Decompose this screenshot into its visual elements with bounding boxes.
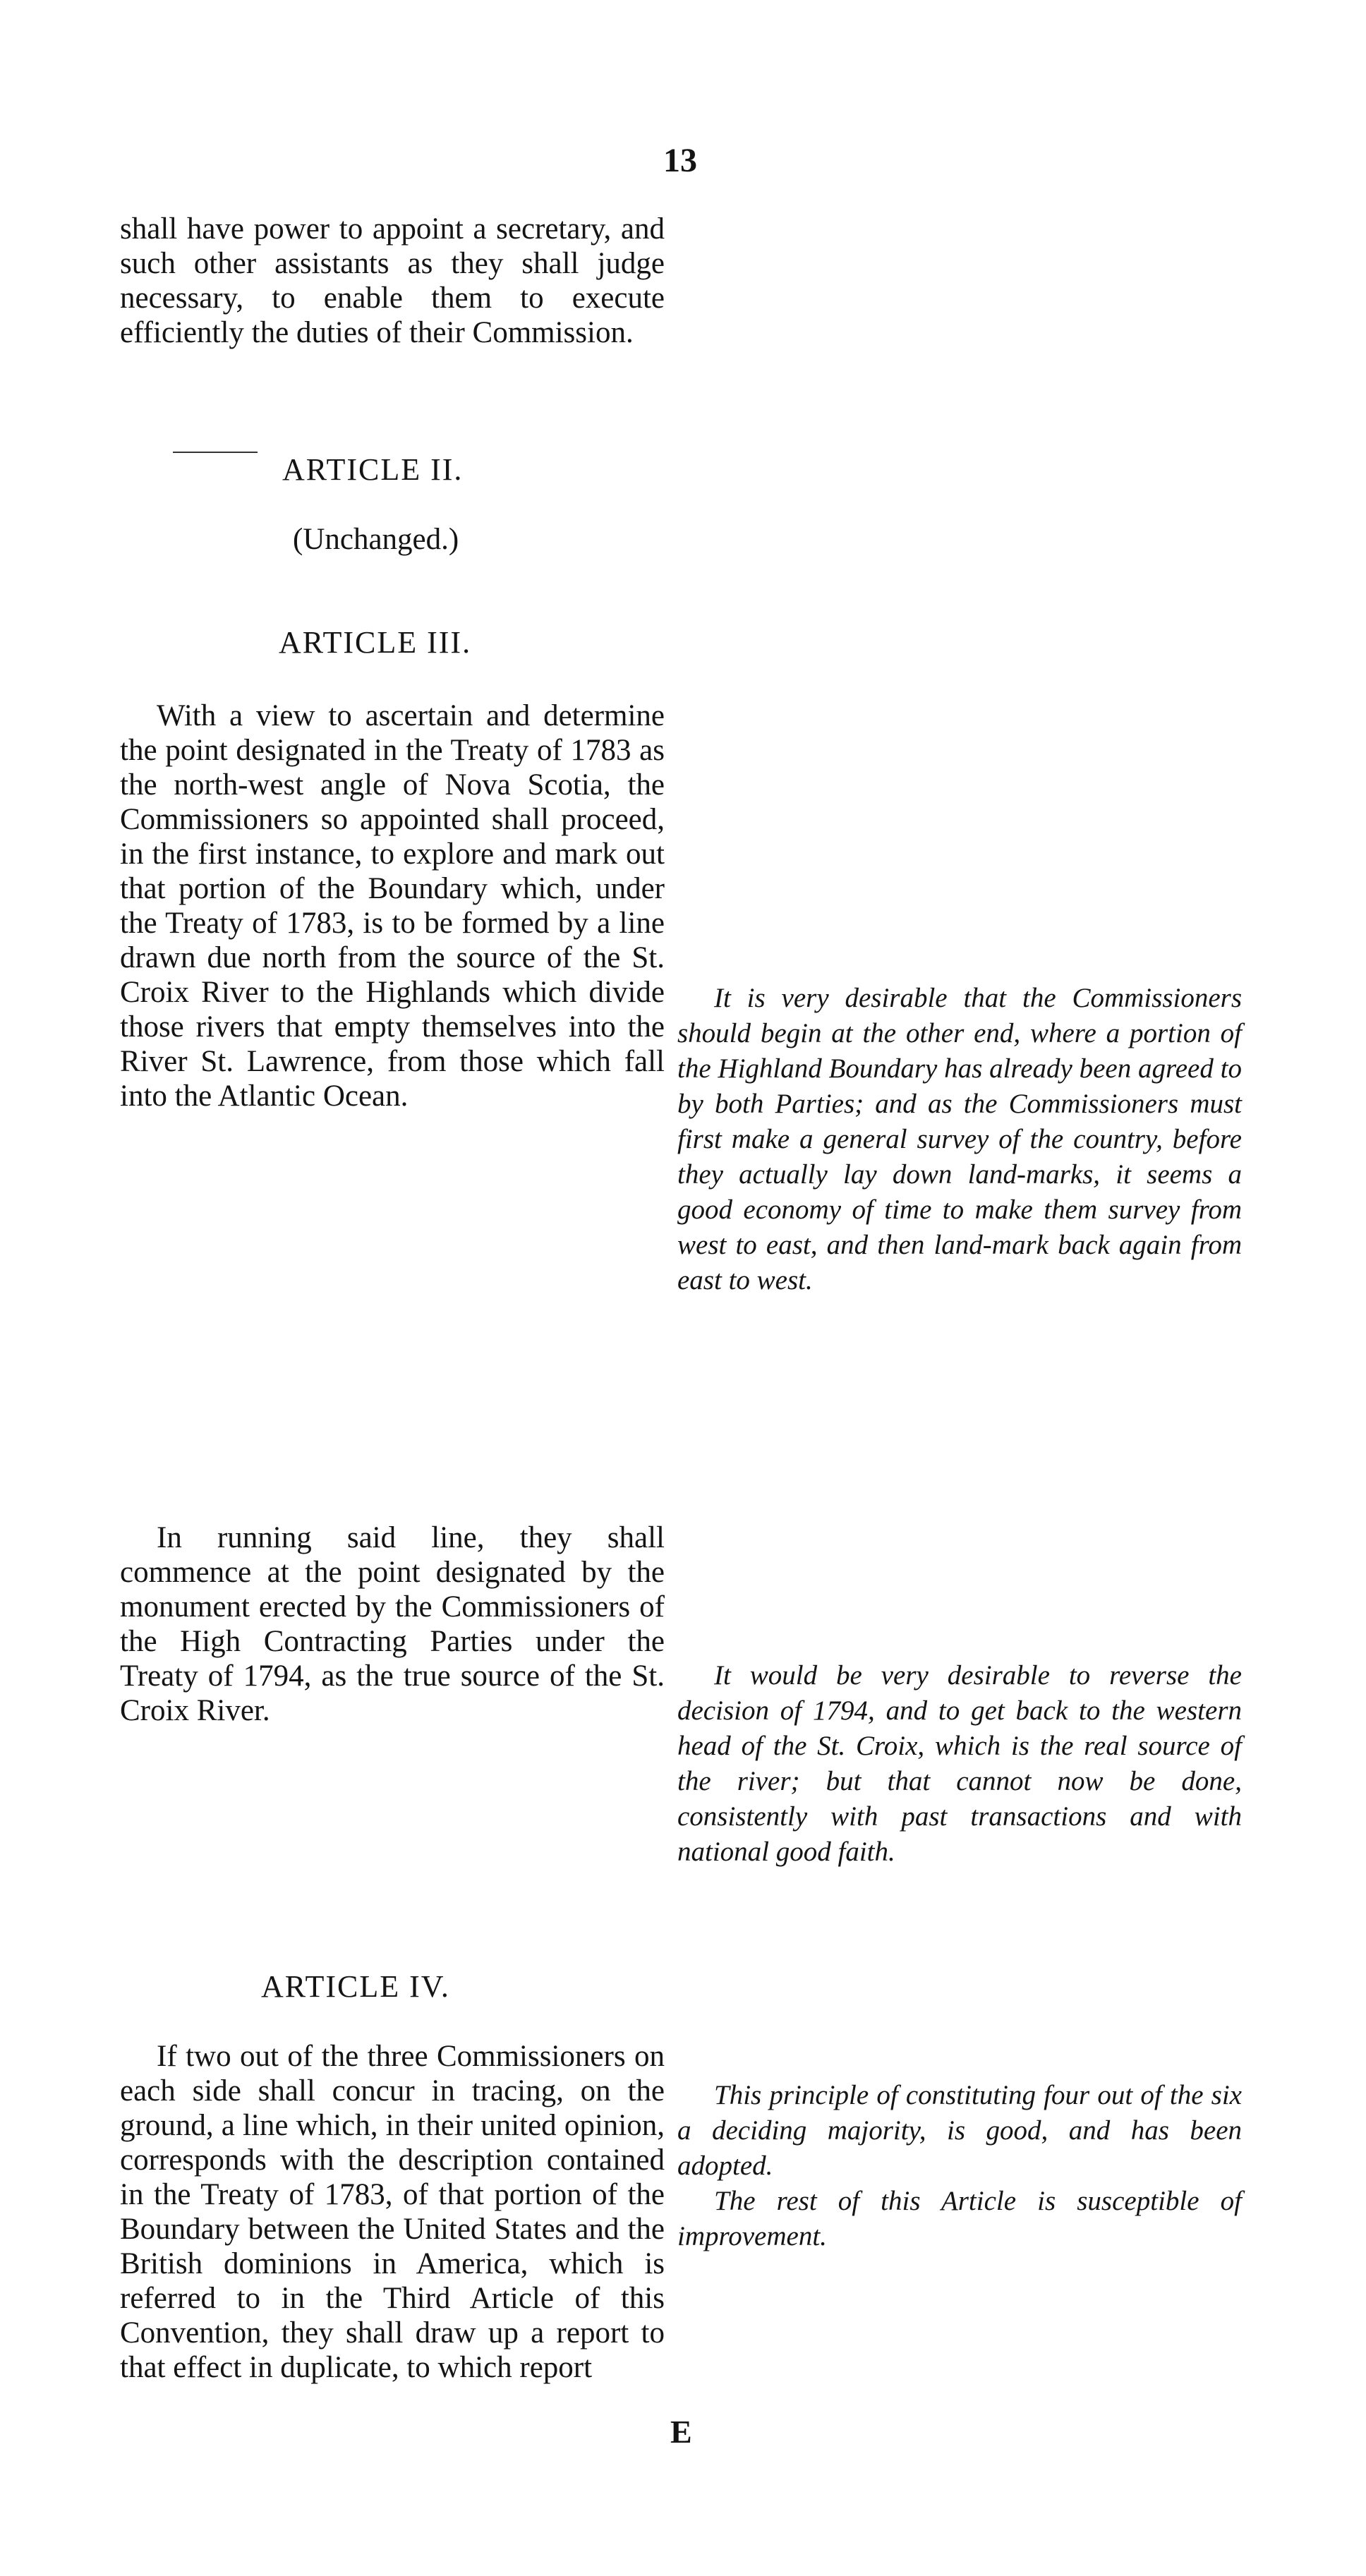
page-number: 13 (663, 142, 697, 179)
margin-note-1 (677, 981, 1242, 1298)
margin-note-3b-text: The rest of this Article is susceptible of improvement. (677, 2186, 1242, 2251)
article-3-heading: ARTICLE III. (279, 625, 472, 660)
article-3-text-1: With a view to ascertain and determine the point designated in the Treaty of 1783 as the north-west angle of Nova Scotia, the Commissioners so appointed shall proceed, in the first instance, to explore and mark out that portion of the Boundary which, under the Treaty of 1783, is to be formed by a line drawn due north from the source of the St. Croix River to the Highlands which divide those rivers that empty themselves into the River St. Lawrence, from those which fall into the Atlantic Ocean. (120, 699, 665, 1113)
article-3-paragraph-2 (120, 1520, 665, 1728)
article-4-paragraph-1 (120, 2039, 665, 2385)
article-2-heading: ARTICLE II. (282, 452, 464, 487)
article-3-paragraph-1 (120, 699, 665, 1113)
continuation-paragraph (120, 212, 665, 350)
article-4-text-1: If two out of the three Commissioners on each side shall concur in tracing, on the ground, a line which, in their united opinion, corresponds with the description contained in the Treaty of 1783, of that portion of the Boundary between the United States and the British dominions in America, which is referred to in the Third Article of this Convention, they shall draw up a report to that effect in duplicate, to which report (120, 2040, 665, 2384)
margin-note-2 (677, 1658, 1242, 1870)
signature-mark: E (670, 2414, 692, 2450)
article-2-status: (Unchanged.) (293, 523, 459, 556)
article-3-text-2: In running said line, they shall commence at the point designated by the monument erected by the Commissioners of the High Contracting Parties under the Treaty of 1794, as the true source of the St. Croix River. (120, 1521, 665, 1727)
margin-note-3 (677, 2078, 1242, 2254)
margin-note-1-text: It is very desirable that the Commissioners should begin at the other end, where a portion of the Highland Boundary has already been agreed to by both Parties; and as the Commissioners must first make a general survey of the country, before they actually lay down land-marks, it seems a good economy of time to make them survey from west to east, and then land-mark back again from east to west. (677, 983, 1242, 1295)
section-rule (173, 452, 258, 453)
margin-note-3a-text: This principle of constituting four out of the six a deciding majority, is good, and has been adopted. (677, 2080, 1242, 2181)
article-4-heading: ARTICLE IV. (261, 1969, 450, 2004)
margin-note-2-text: It would be very desirable to reverse the decision of 1794, and to get back to the western head of the St. Croix, which is the real source of the river; but that cannot now be done, consistently with past transactions and with national good faith. (677, 1660, 1242, 1867)
continuation-text: shall have power to appoint a secretary, and such other assistants as they shall judge necessary, to enable them to execute efficiently the duties of their Commission. (120, 212, 665, 349)
